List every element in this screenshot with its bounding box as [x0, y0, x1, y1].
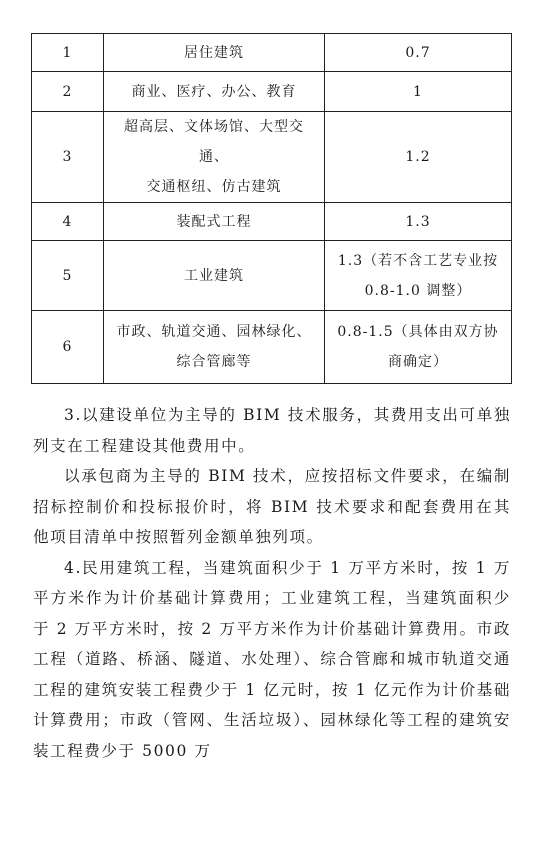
- paragraph-bim-owner-led: 3.以建设单位为主导的 BIM 技术服务，其费用支出可单独列支在工程建设其他费用中。: [33, 406, 511, 455]
- row-number: 2: [32, 72, 104, 112]
- row-number: 4: [32, 203, 104, 241]
- coefficient-line: 商确定）: [388, 354, 448, 370]
- building-type-cell: [104, 241, 325, 311]
- coefficient-line: 1.3（若不含工艺专业按: [337, 252, 499, 269]
- adjustment-coefficient-table: [31, 33, 512, 384]
- coefficient-cell: [325, 311, 512, 384]
- building-type-line: 居住建筑: [184, 44, 244, 61]
- paragraph-bim-contractor-led: 以承包商为主导的 BIM 技术，应按招标文件要求，在编制招标控制价和投标报价时，将 BIM 技术要求和配套费用在其他项目清单中按照暂列金额单独列项。: [33, 467, 511, 546]
- row-number: 5: [32, 241, 104, 311]
- building-type-line: 综合管廊等: [176, 354, 252, 370]
- coefficient-cell: [325, 72, 512, 112]
- table-row: [32, 203, 512, 241]
- building-type-line: 装配式工程: [176, 213, 252, 230]
- coefficient-cell: [325, 34, 512, 72]
- coefficient-line: 0.8-1.5（具体由双方协: [337, 324, 499, 340]
- table-row: [32, 311, 512, 384]
- coefficient-cell: [325, 203, 512, 241]
- coefficient-line: 0.7: [405, 44, 431, 61]
- table-row: [32, 34, 512, 72]
- building-type-line: 商业、医疗、办公、教育: [131, 83, 297, 100]
- building-type-cell: [104, 72, 325, 112]
- building-type-cell: [104, 311, 325, 384]
- coefficient-cell: [325, 241, 512, 311]
- building-type-line: 交通枢纽、仿古建筑: [146, 179, 282, 195]
- building-type-cell: [104, 34, 325, 72]
- building-type-line: 超高层、文体场馆、大型交通、: [124, 119, 304, 165]
- coefficient-line: 1.3: [405, 213, 431, 230]
- building-type-cell: [104, 203, 325, 241]
- coefficient-line: 1.2: [405, 149, 431, 165]
- table-row: [32, 72, 512, 112]
- paragraph-minimum-pricing-base: 4.民用建筑工程，当建筑面积少于 1 万平方米时，按 1 万平方米作为计价基础计算费用；工业建筑工程，当建筑面积少于 2 万平方米时，按 2 万平方米作为计价基础计算费用。市政工程（道路、桥涵、隧道、水处理）、综合管廊和城市轨道交通工程的建筑安装工程费少于 1 亿元时，按 1 亿元作为计价基础计算费用；市政（管网、生活垃圾）、园林绿化等工程的建筑安装工程费少于 5000 万: [33, 558, 511, 760]
- coefficient-cell: [325, 112, 512, 203]
- row-number: 1: [32, 34, 104, 72]
- table-row: [32, 112, 512, 203]
- coefficient-line: 0.8-1.0 调整）: [364, 282, 472, 299]
- building-type-cell: [104, 112, 325, 203]
- row-number: 3: [32, 112, 104, 203]
- building-type-line: 工业建筑: [184, 267, 244, 284]
- row-number: 6: [32, 311, 104, 384]
- table-row: [32, 241, 512, 311]
- building-type-line: 市政、轨道交通、园林绿化、: [116, 324, 312, 340]
- body-text: [33, 400, 511, 766]
- coefficient-line: 1: [413, 83, 423, 100]
